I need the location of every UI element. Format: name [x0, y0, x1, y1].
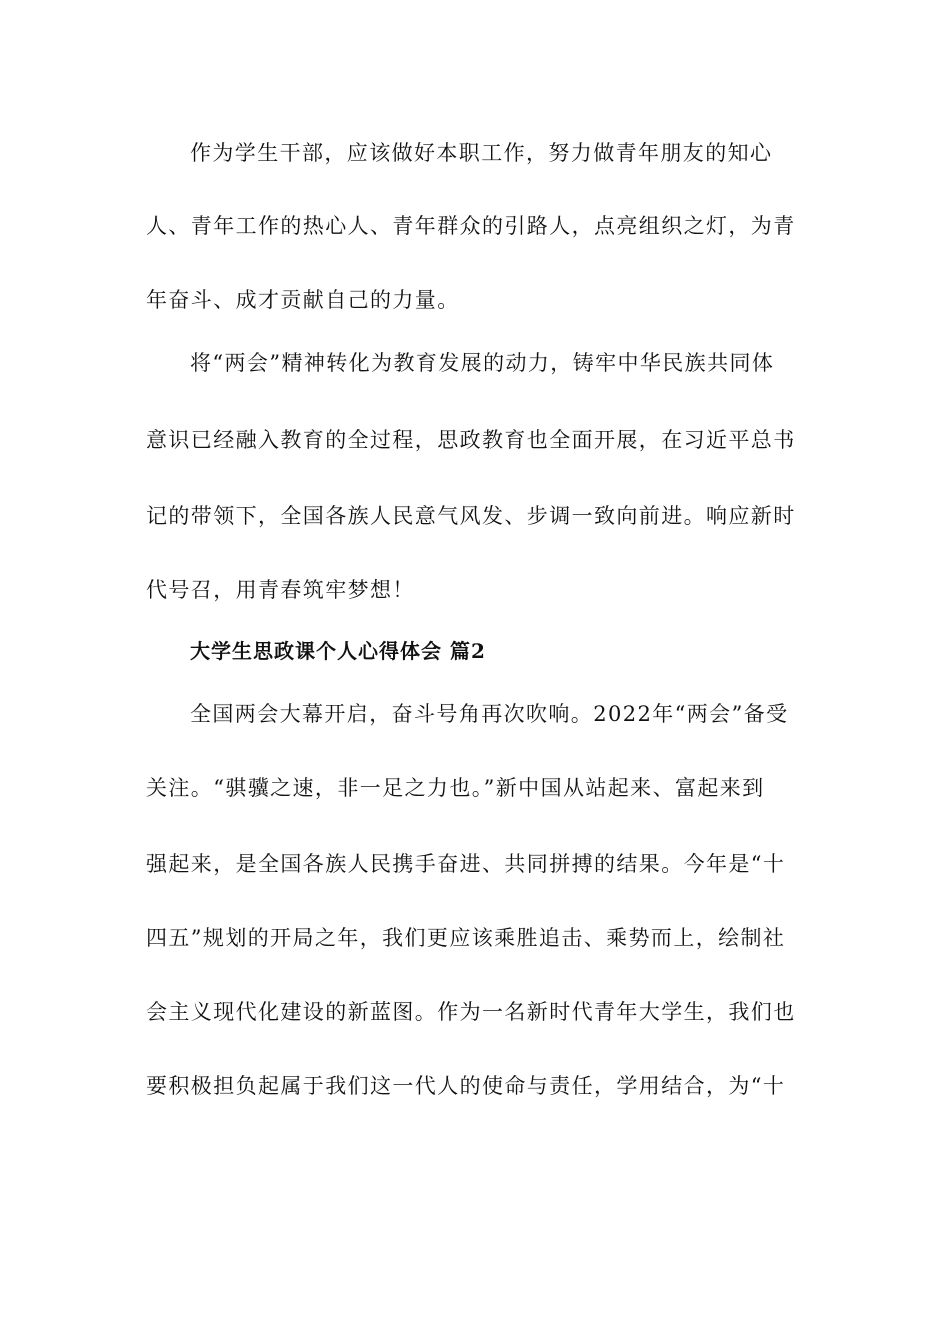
- paragraph-1-line-1: 作为学生干部，应该做好本职工作，努力做青年朋友的知心: [190, 141, 773, 165]
- paragraph-2-line-3: 记的带领下，全国各族人民意气风发、步调一致向前进。响应新时: [146, 504, 796, 528]
- paragraph-2-line-2: 意识已经融入教育的全过程，思政教育也全面开展，在习近平总书: [146, 428, 796, 452]
- paragraph-3-line-3: 强起来，是全国各族人民携手奋进、共同拼搏的结果。今年是“十: [146, 852, 786, 876]
- paragraph-3-line-1: 全国两会大幕开启，奋斗号角再次吹响。2022年“两会”备受: [190, 702, 789, 726]
- paragraph-1-line-3: 年奋斗、成才贡献自己的力量。: [146, 288, 460, 312]
- paragraph-3-line-6: 要积极担负起属于我们这一代人的使命与责任，学用结合，为“十: [146, 1074, 786, 1098]
- paragraph-2-line-1: 将“两会”精神转化为教育发展的动力，铸牢中华民族共同体: [190, 351, 775, 375]
- section-heading: 大学生思政课个人心得体会 篇2: [190, 639, 486, 663]
- paragraph-1-line-2: 人、青年工作的热心人、青年群众的引路人，点亮组织之灯，为青: [146, 214, 796, 238]
- paragraph-3-line-5: 会主义现代化建设的新蓝图。作为一名新时代青年大学生，我们也: [146, 1000, 796, 1024]
- paragraph-3-line-2: 关注。“骐骥之速，非一足之力也。”新中国从站起来、富起来到: [146, 776, 765, 800]
- paragraph-2-line-4: 代号召，用青春筑牢梦想！: [146, 578, 415, 602]
- paragraph-3-line-4: 四五”规划的开局之年，我们更应该乘胜追击、乘势而上，绘制社: [146, 926, 786, 950]
